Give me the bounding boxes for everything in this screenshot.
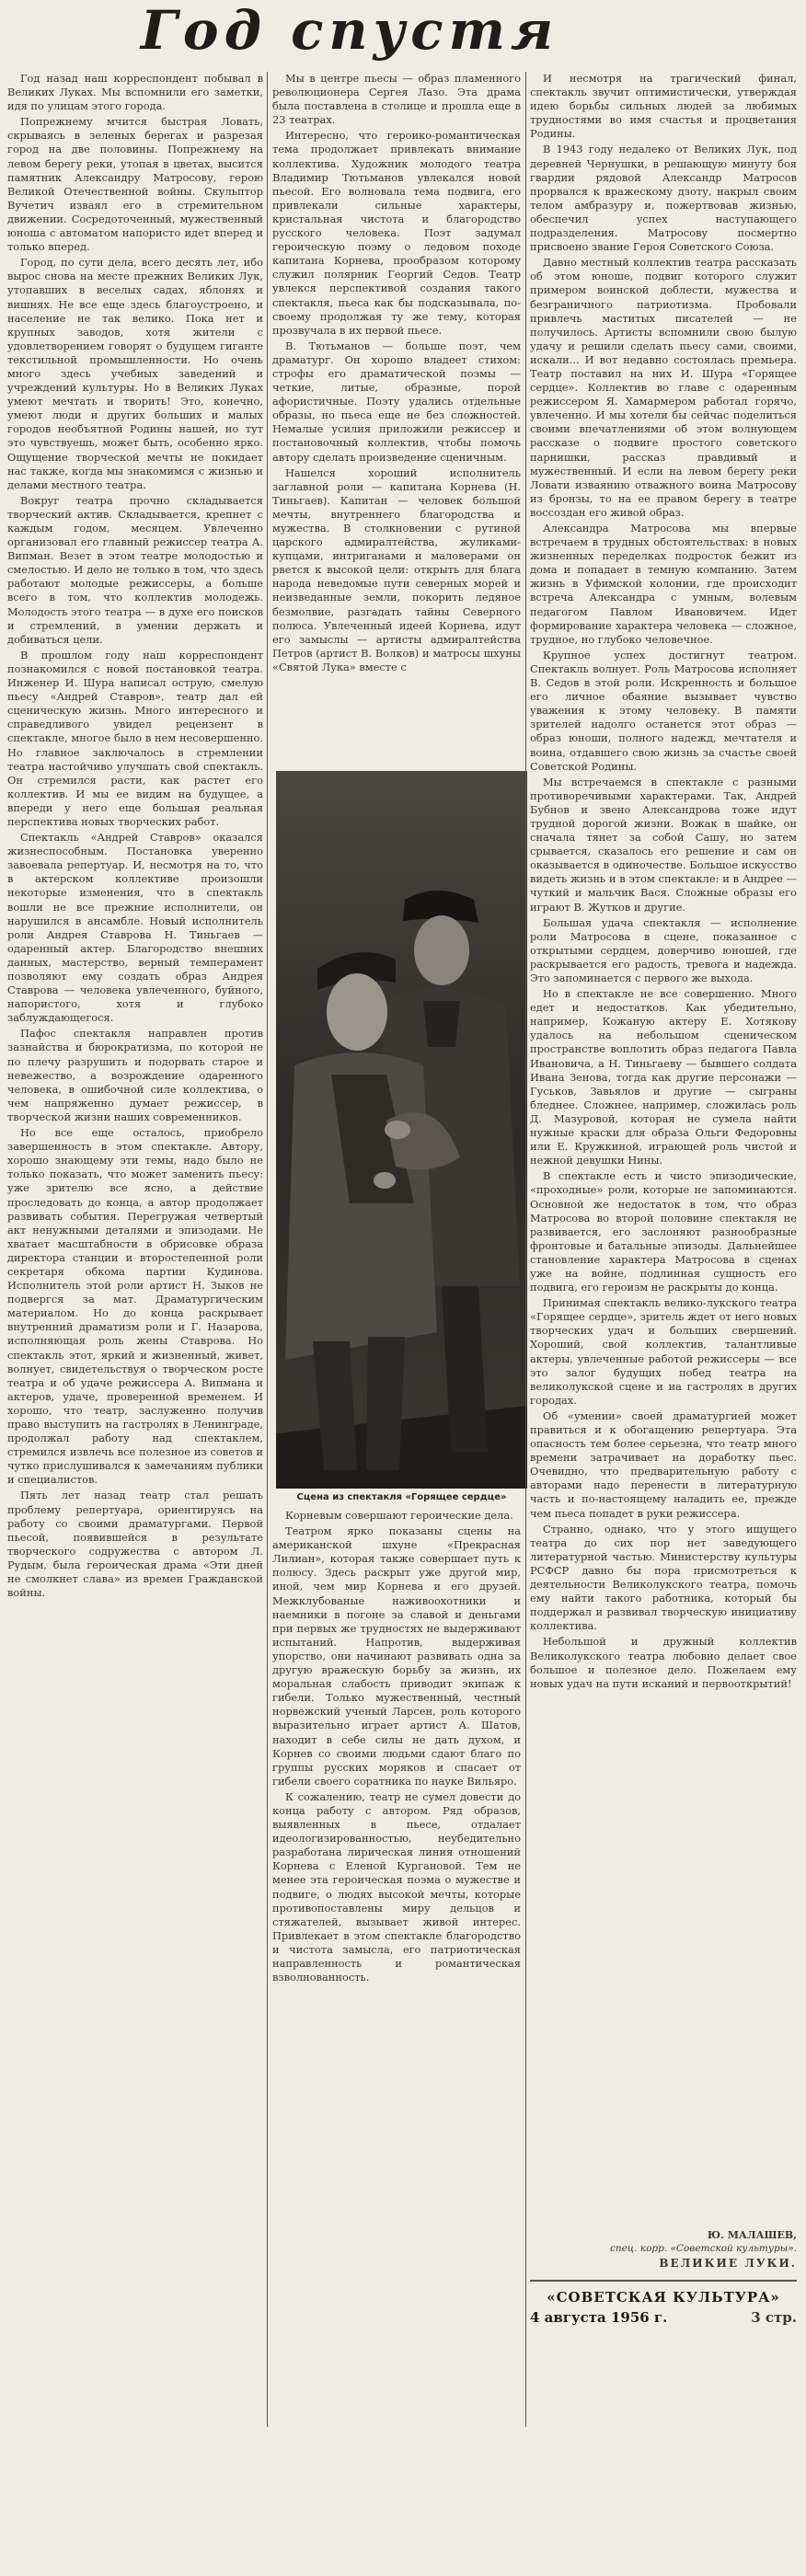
article-paragraph: Нашелся хороший исполнитель заглавной роли — капитана Корнева (Н. Тиньгаев). Капитан — человек большой мечты, внутреннего благородства и мужества. В столкновении с рутиной царского адмиралтейства, жуликами-купцами, интриганами и маловерами он рвется к высокой цели: открыть для блага народа неведомые пути северных морей и неизведанные земли, покорить ледяное безмолвие, разгадать тайны Северного полюса. Увлеченный идеей Корнева, идут его замыслы — артисты адмиралтейства Петров (артист В. Волков) и матросы шхуны «Святой Лука» вместе с [272,466,521,673]
newspaper-name: «СОВЕТСКАЯ КУЛЬТУРА» [547,2289,780,2306]
article-paragraph: В. Тютьманов — больше поэт, чем драматург. Он хорошо владеет стихом: строфы его драматической поэмы — четкие, литые, образные, порой афористичные. Поэту удались отдельные образы, но пьеса еще не без сложностей. Немалые усилия приложили режиссер и постановочный коллектив, чтобы помочь автору сделать произведение сценичным. [272,339,521,464]
article-paragraph: И несмотря на трагический финал, спектакль звучит оптимистически, утверждая идею борьбы сильных людей за любимых трудностями во имя счастья и процветания Родины. [530,72,797,141]
article-column-2-top [272,72,521,758]
photo-caption: Сцена из спектакля «Горящее сердце» [296,1492,507,1502]
article-paragraph: Спектакль «Андрей Ставров» оказался жизнеспособным. Постановка уверенно завоевала репертуар. И, несмотря на то, что в актерском коллективе произошли некоторые изменения, что в спектакль вошли не все прежние исполнители, он нарушился в ансамбле. Новый исполнитель роли Андрея Ставрова Н. Тиньгаев — одаренный актер. Благородство внешних данных, мастерство, верный темперамент позволяют ему создать образ Андрея Ставрова — человека увлеченного, буйного, напористого, хотя и глубоко заблуждающегося. [7,831,263,1025]
article-column-1 [7,72,263,2427]
article-paragraph: Корневым совершают героические дела. [285,1509,513,1522]
article-paragraph: Город, по сути дела, всего десять лет, ибо вырос снова на месте прежних Великих Лук, утопавших в веселых садах, яблонях и вишнях. Не все еще здесь благоустроено, и население не так велико. Пока нет и крупных заводов, хотя жители с удовлетворением говорят о будущем гиганте текстильной промышленности. Но очень много здесь учебных заведений и учреждений культуры. Но в Великих Луках умеют мечтать и творить! Это, конечно, умеют люди и других больших и малых городов необъятной Родины нашей, но тут это чувствуешь, может быть, особенно ярко. Ощущение творческой мечты не покидает нас также, когда мы знакомимся с жизнью и делами местного театра. [7,256,263,491]
article-paragraph: Об «умении» своей драматургией может правиться и к обогащению репертуара. Эта опасность тем более серьезна, что театр много времени затрачивает на доработку пьес. Очевидно, что предварительную работу с авторами надо перенести в литературную часть и по-настоящему наладить ее, прежде чем пьеса попадет в руки режиссера. [530,1409,797,1520]
article-paragraph: Александра Матросова мы впервые встречаем в трудных обстоятельствах: в новых жизненных переделках подросток бежит из дома и попадает в темную компанию. Затем жизнь в Уфимской колонии, где происходит встреча Александра с умным, волевым педагогом Павлом Ивановичем. Идет формирование характера человека — сложное, трудное, но глубоко человечное. [530,522,797,646]
dateline-place: ВЕЛИКИЕ ЛУКИ. [659,2257,797,2270]
article-paragraph: Попрежнему мчится быстрая Ловать, скрываясь в зеленых берегах и разрезая город на две половины. Попрежнему на левом берегу реки, утопая в цветах, высится памятник Александру Матросову, герою Великой Отечественной войны. Скульптор Вучетич изваял его в стремительном движении. Сосредоточенный, мужественный юноша с автоматом напористо идет вперед и только вперед. [7,115,263,254]
scene-photo [276,771,527,1489]
article-paragraph: Странно, однако, что у этого ищущего театра до сих пор нет заведующего литературной частью. Министерству культуры РСФСР давно бы пора присмотреться к деятельности Великолукского театра, помочь ему найти такого работника, который бы поддержал и развивал творческую инициативу коллектива. [530,1522,797,1633]
article-paragraph: Театром ярко показаны сцены на американской шхуне «Прекрасная Лилиан», которая также совершает путь к полюсу. Здесь раскрыт уже другой мир, иной, чем мир Корнева и его друзей. Межклубованые наживоохотники и наемники в погоне за славой и деньгами при первых же трудностях не выдерживают испытаний. Напротив, выдерживая упорство, они начинают развивать одна за другую вражескую борьбу за жизнь, их моральная слабость приводит экипаж к гибели. Только мужественный, честный норвежский ученый Ларсен, роль которого выразительно играет артист А. Шатов, находит в себе силы не дать духом, и Корнев со своими людьми сдают благо по группы русских моряков и спасает от гибели своего соратника по науке Вильяро. [272,1524,521,1788]
publication-date: 4 августа 1956 г. [530,2309,668,2326]
article-paragraph: Крупное успех достигнут театром. Спектакль волнует. Роль Матросова исполняет В. Седов в этой роли. Искренность и большое его личное обаяние вызывает чувство уважения к этому человеку. В памяти зрителей надолго останется этот образ — образ юноши, полного надежд, мечтателя и воина, отдавшего свою жизнь за счастье своей Советской Родины. [530,648,797,773]
author-credit: спец. корр. «Советской культуры». [609,2243,797,2254]
article-paragraph: В прошлом году наш корреспондент познакомился с новой постановкой театра. Инженер И. Шура написал острую, смелую пьесу «Андрей Ставров», театр дал ей сценическую жизнь. Много интересного и справедливого увидел рецензент в спектакле, многое было в нем несовершенно. Но главное заключалось в стремлении театра настойчиво улучшать свой спектакль. Он стремился расти, как растет его коллектив. И мы ее видим на будущее, а впереди у него еще большая реальная перспектива новых творческих работ. [7,648,263,828]
article-paragraph: Давно местный коллектив театра рассказать об этом юноше, подвиг которого служит примером воинской доблести, мужества и безграничного патриотизма. Пробовали привлечь маститых писателей — не получилось. Артисты вспомнили свою былую удачу и решили сделать пьесу сами, своими, искали... И вот недавно состоялась премьера. Театр поставил на них И. Шура «Горящее сердце». Коллектив во главе с одаренным режиссером Я. Хамармером работал горячо, увлеченно. И мы хотели бы сейчас поделиться своими впечатлениями об этом волнующем рассказе о подвиге простого советского парнишки, рассказ правдивый и мужественный. И если на левом берегу реки Ловати изваянию отважного воина Матросову из бронзы, то на ее правом берегу в театре воссоздан его живой образ. [530,256,797,519]
page-number: 3 стр. [751,2309,797,2326]
article-paragraph: Интересно, что героико-романтическая тема продолжает привлекать внимание коллектива. Художник молодого театра Владимир Тютьманов увлекался новой пьесой. Его волновала тема подвига, его привлекали сильные характеры, кристальная чистота и благородство русского человека. Поэт задумал героическую поэму о ледовом походе капитана Корнева, прообразом которому служил полярник Георгий Седов. Театр увлекся перспективой создания такого спектакля, пьеса как бы подсказывала, по-своему продолжая ту же тему, которая прозвучала в их первой пьесе. [272,129,521,337]
article-paragraph: Но все еще осталось, приобрело завершенность в этом спектакле. Автору, хорошо знающему эти темы, надо было не только показать, что может заменить пьесу: уже зрителю все ясно, а действие проследовать до конца, а автор продолжает развивать события. Перегружая четвертый акт ненужными деталями и эпизодами. Не хватает масштабности в обрисовке образа директора станции и второстепенной роли секретаря обкома партии Кудинова. Исполнитель этой роли артист Н. Зыков не подвергся за мат. Драматургическим материалом. Но до конца раскрывает внутренний драматизм роли и Г. Назарова, исполняющая роль жены Ставрова. Но спектакль этот, яркий и жизненный, живет, волнует, свидетельствуя о творческом росте театра и об удаче режиссера А. Випмана и актеров, удаче, проверенной временем. И хорошо, что театр, заслуженно получив право выступить на гастролях в Ленинграде, продолжал работу над спектаклем, стремился извлечь все полезное из советов и чутко прислушивался к замечаниям публики и специалистов. [7,1126,263,1487]
article-paragraph: Небольшой и дружный коллектив Великолукского театра любовно делает свое большое и полезное дело. Пожелаем ему новых удач на пути исканий и первооткрытий! [530,1635,797,1690]
article-paragraph: Пафос спектакля направлен против зазнайства и бюрократизма, по которой не по плечу разрушить и подорвать старое и невежество, а возрождение одаренного человека, в ошибочной силе коллектива, о чем напряженно думает режиссер, в творческой жизни наших современников. [7,1027,263,1123]
article-paragraph: Принимая спектакль велико-лукского театра «Горящее сердце», зритель ждет от него новых творческих удач и больших свершений. Хороший, свой коллектив, талантливые актеры, увлеченные работой режиссеры — все это залог будущих побед театра на великолукской сцене и на гастролях в других городах. [530,1296,797,1407]
article-paragraph: Большая удача спектакля — исполнение роли Матросова в сцене, показанное с открытыми сердцем, доверчиво юношей, где раскрывается его радость, тревога и надежда. Это запоминается с первого же выхода. [530,915,797,984]
article-paragraph: К сожалению, театр не сумел довести до конца работу с автором. Ряд образов, выявленных в пьесе, отдалает идеологизированностью, неубедительно разработана лирическая линия отношений Корнева с Еленой Кургановой. Тем не менее эта героическая поэма о мужестве и подвиге, о людях высокой мечты, которые противопоставлены миру дельцов и стяжателей, вызывает живой интерес. Привлекает в этом спектакле благородство и чистота замысла, его патриотическая направленность и романтическая взволнованность. [272,1789,521,1984]
article-column-2-bottom [272,1509,521,2466]
author-signature: Ю. МАЛАШЕВ, [707,2229,797,2241]
article-paragraph: В спектакле есть и чисто эпизодические, «проходные» роли, которые не запоминаются. Основной же недостаток в том, что образ Матросова во второй половине спектакля не развивается, его заслоняют разнообразные фронтовые и батальные эпизоды. Дальнейшее становление характера Матросова в сценах уже на войне, подлинная сущность его подвига, его героизм не раскрыты до конца. [530,1169,797,1294]
article-paragraph: Вокруг театра прочно складывается творческий актив. Складывается, крепнет с каждым годом, месяцем. Увлеченно организовал его главный режиссер театра А. Випман. Везет в этом театре молодостью и смелостью. И дело не только в том, что здесь работают молодые режиссеры, а больше всего в том, что коллектив молодежь. Молодость этого театра — в духе его поисков и стремлений, в умении держать и добиваться цели. [7,493,263,646]
article-paragraph: Мы встречаемся в спектакле с разными противоречивыми характерами. Так, Андрей Бубнов и звено Александрова тоже идут трудной дорогой жизни. Вожак в шайке, он сначала тянет за собой Сашу, но затем срывается, сказалось его решение и сам он оказывается в одиночестве. Большое искусство видеть жизнь и в этом спектакле: и в Андрее — чуткий и мальчик Вася. Сложные образы его играют В. Жутков и другие. [530,775,797,914]
article-paragraph: В 1943 году недалеко от Великих Лук, под деревней Чернушки, в решающую минуту боя гвардии рядовой Александр Матросов прорвался к вражескому дзоту, накрыл своим телом амбразуру и, пожертвовав жизнью, обеспечил успех наступающего подразделения. Матросову посмертно присвоено звание Героя Советского Союза. [530,143,797,254]
article-paragraph: Пять лет назад театр стал решать проблему репертуара, ориентируясь на работу со своими драматургами. Первой пьесой, появившейся в результате творческого содружества с автором Л. Рудым, была героическая драма «Эти дней не смолкнет слава» из времен Гражданской войны. [7,1489,263,1600]
page-title: Год спустя [140,0,559,62]
article-paragraph: Мы в центре пьесы — образ пламенного революционера Сергея Лазо. Эта драма была поставлена в столице и прошла еще в 23 театрах. [272,72,521,127]
column-divider [267,72,268,2427]
column-divider [525,72,526,2427]
source-divider [530,2280,797,2282]
article-paragraph: Но в спектакле не все совершенно. Много едет и недостатков. Как убедительно, например, Кожаную актеру Е. Хотякову удалось на небольшом сценическом пространстве воплотить образ педагога Павла Ивановича, а Н. Тиньгаеву — бывшего солдата Ивана Зенова, тогда как другие персонажи — Гуськов, Завьялов и другие — сыграны бледнее. Сложнее, например, сложилась роль Д. Мазуровой, которая не сумела найти нужные краски для образа Ольги Федоровны или Е. Кружкиной, играющей роль чистой и нежной девушки Нины. [530,987,797,1167]
article-column-3 [530,72,797,2229]
article-paragraph: Год назад наш корреспондент побывал в Великих Луках. Мы вспомнили его заметки, идя по улицам этого города. [7,72,263,113]
